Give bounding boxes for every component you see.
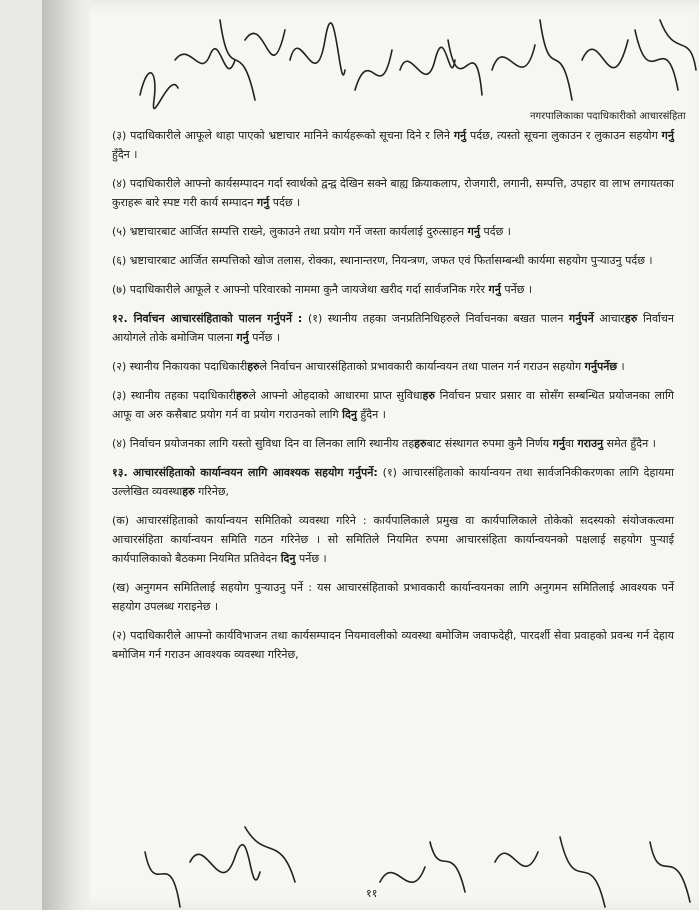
text: (१) स्थानीय तहका जनप्रतिनिधिहरुले निर्वाचनका बखत पालन [302,312,570,325]
binding-shadow [42,0,90,910]
bold-text: दिनु [280,552,296,565]
signatures-top [130,0,699,122]
text: समेत हुँदैन । [603,437,656,450]
text: पर्नेछ । [295,552,327,565]
section-13 [112,463,674,501]
section-12-4 [112,434,674,453]
text: (२) पदाधिकारीले आफ्नो कार्यविभाजन तथा कार्यसम्पादन नियमावलीको व्यवस्था बमोजिम जवाफदेही, पारदर्शी सेवा प्रवाहको प्रवन्ध गर्न देहाय बमोजिम गर्न गराउन आवश्यक व्यवस्था गरिनेछ, [112,629,674,661]
bold-text: गराउनु [577,437,604,450]
section-12-2 [112,357,674,376]
bold-text: गर्नु [236,331,249,344]
bold-text: गर्नु [488,283,501,296]
text: । [617,360,625,373]
paragraph-7 [112,280,674,299]
paragraph-3 [112,126,674,164]
section-12-3 [112,386,674,424]
bold-text: हरु [624,312,638,325]
section-12 [112,309,674,347]
paragraph-4 [112,174,674,212]
section-heading: १३. आचारसंहिताको कार्यान्वयन लागि आवश्यक सहयोग गर्नुपर्ने: [112,466,378,479]
text: हुँदैन । [112,148,138,161]
text: (३) स्थानीय तहका पदाधिकारी [112,389,237,402]
bold-text: गर्नु [661,129,674,142]
bold-text: दिनु [342,408,357,421]
text: (१) आचारसंहिताको कार्यान्वयन तथा सार्वजनिकीकरणका लागि देहायमा उल्लेखित व्यवस्था [112,466,674,498]
paragraph-6 [112,251,674,270]
text: पर्नेछ । [500,283,533,296]
text: (५) भ्रष्टाचारबाट आर्जित सम्पत्ति राख्ने, लुकाउने तथा प्रयोग गर्ने जस्ता कार्यलाई दुरुत्साहन [112,225,468,238]
text: पर्दछ । [479,225,511,238]
text: पर्नेछ । [248,331,281,344]
text: पर्दछ, त्यस्तो सूचना लुकाउन र लुकाउन सहयोग [466,129,662,142]
text: ले आफ्नो ओहदाको आधारमा प्राप्त सुविधा [248,389,423,402]
text: (६) भ्रष्टाचारबाट आर्जित सम्पत्तिको खोज तलास, रोक्का, स्थानान्तरण, नियन्त्रण, जफत एवं फिर्तासम्बन्धी कार्यमा सहयोग पुऱ्याउनु पर्दछ । [112,254,653,267]
text: (ख) अनुगमन समितिलाई सहयोग पुऱ्याउनु पर्ने : यस आचारसंहिताको प्रभावकारी कार्यान्वयनका लागि अनुगमन समितिलाई आवश्यक पर्ने सहयोग उपलब्ध गराइनेछ । [112,581,674,613]
text: (४) निर्वाचन प्रयोजनका लागि यस्तो सुविधा दिन वा लिनका लागि स्थानीय तह [112,437,415,450]
text: आचार [593,312,625,325]
bold-text: गर्नु [256,196,270,209]
text: निर्वाचन आयोगले तोके बमोजिम पालना [112,312,674,344]
section-13-ka [112,511,674,568]
bold-text: गर्नु [552,437,565,450]
page-number: ११ [366,887,378,900]
text: वा [565,437,578,450]
bold-text: गर्नु [453,129,467,142]
text: बाट संस्थागत रुपमा कुनै निर्णय [426,437,553,450]
text: ले निर्वाचन आचारसंहिताको प्रभावकारी कार्यान्वयन तथा पालन गर्न गराउन सहयोग [259,360,585,373]
bold-text: गर्नुपर्ने [569,312,594,325]
bold-text: हरु [236,389,249,402]
text: (२) स्थानीय निकायका पदाधिकारी [112,360,248,373]
text: निर्वाचन प्रचार प्रसार वा सोसँग सम्बन्धित प्रयोजनका लागि आफू वा अरु कसैबाट प्रयोग गर्न वा प्रयोग गराउनको लागि [112,389,674,421]
page-header: नगरपालिकाका पदाधिकारीको आचारसंहिता [530,111,686,122]
bold-text: हरु [414,437,427,450]
paragraph-5 [112,222,674,241]
signatures-bottom [130,822,699,910]
bold-text: गर्नु [467,225,480,238]
section-13-2 [112,626,674,664]
bold-text: हरु [422,389,435,402]
bold-text: गर्नुपर्नेछ [584,360,618,373]
bold-text: हरु [247,360,260,373]
section-heading: १२. निर्वाचन आचारसंहिताको पालन गर्नुपर्ने : [112,312,303,325]
text: हुँदैन । [356,408,386,421]
text: (क) आचारसंहिताको कार्यान्वयन समितिको व्यवस्था गरिने : कार्यपालिकाले प्रमुख वा कार्यपालिकाले तोकेको सदस्यको संयोजकत्वमा आचारसंहिता कार्यान्वयन समिति गठन गरिनेछ । सो समितिले नियमित रुपमा आचारसंहिता कार्यान्वयनको पक्षलाई सहयोग पुऱ्याई कार्यपालिकाको बैठकमा नियमित प्रतिवेदन [112,514,674,565]
text: (७) पदाधिकारीले आफूले र आफ्नो परिवारको नाममा कुनै जायजेथा खरीद गर्दा सार्वजनिक गरेर [112,283,489,296]
text: (३) पदाधिकारीले आफूले थाहा पाएको भ्रष्टाचार मानिने कार्यहरूको सूचना दिने र लिने [112,129,454,142]
text: (४) पदाधिकारीले आफ्नो कार्यसम्पादन गर्दा स्वार्थको द्वन्द्व देखिन सक्ने बाह्य क्रियाकलाप, रोजगारी, लगानी, सम्पत्ति, उपहार वा लाभ लगायतका कुराहरू बारे स्पष्ट गरी कार्य सम्पादन [112,177,674,209]
bold-text: हरु [182,485,195,498]
section-13-kha [112,578,674,616]
text: पर्दछ । [269,196,301,209]
document-body [112,126,674,670]
text: गरिनेछ, [194,485,230,498]
